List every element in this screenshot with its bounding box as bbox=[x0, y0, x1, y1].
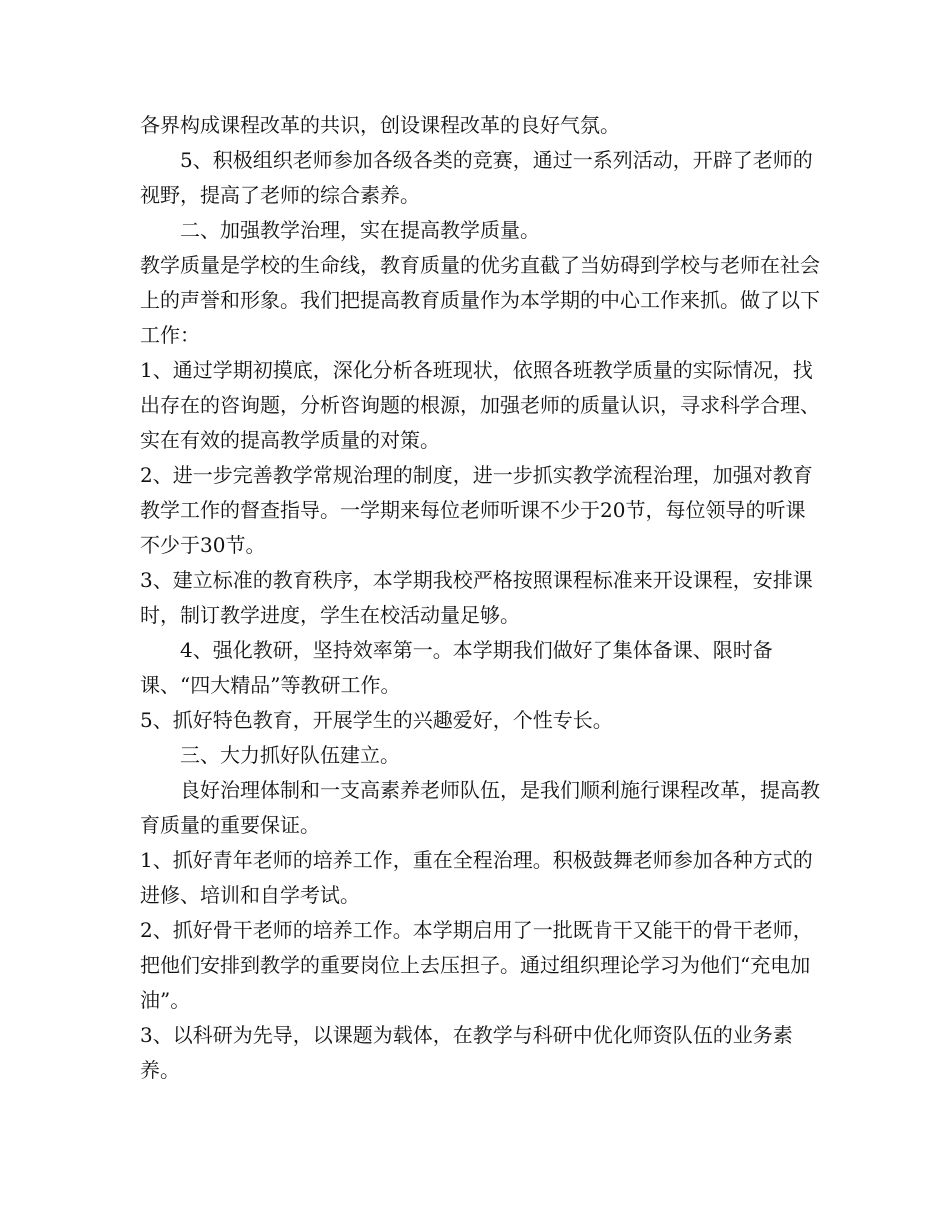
list-item: 3、以科研为先导，以课题为载体，在教学与科研中优化师资队伍的业务素养。 bbox=[140, 1023, 793, 1082]
list-item: 1、抓好青年老师的培养工作，重在全程治理。积极鼓舞老师参加各种方式的进修、培训和自学考试。 bbox=[140, 848, 813, 907]
section-heading: 二、加强教学治理，实在提高教学质量。 bbox=[180, 218, 540, 242]
list-item: 5、抓好特色教育，开展学生的兴趣爱好，个性专长。 bbox=[140, 708, 613, 732]
paragraph: 教学质量是学校的生命线，教育质量的优劣直截了当妨碍到学校与老师在社会上的声誉和形象。我们把提高教育质量作为本学期的中心工作来抓。做了以下工作： bbox=[140, 253, 820, 347]
section-heading: 三、大力抓好队伍建立。 bbox=[180, 743, 400, 767]
list-item: 2、进一步完善教学常规治理的制度，进一步抓实教学流程治理，加强对教育教学工作的督查指导。一学期来每位老师听课不少于20节，每位领导的听课不少于30节。 bbox=[140, 463, 813, 557]
paragraph: 5、积极组织老师参加各级各类的竞赛，通过一系列活动，开辟了老师的视野，提高了老师的综合素养。 bbox=[140, 148, 813, 207]
list-item: 2、抓好骨干老师的培养工作。本学期启用了一批既肯干又能干的骨干老师，把他们安排到教学的重要岗位上去压担子。通过组织理论学习为他们“充电加油”。 bbox=[140, 918, 813, 1012]
list-item: 4、强化教研，坚持效率第一。本学期我们做好了集体备课、限时备课、“四大精品”等教研工作。 bbox=[140, 638, 773, 697]
paragraph: 各界构成课程改革的共识，创设课程改革的良好气氛。 bbox=[140, 113, 620, 137]
list-item: 3、建立标准的教育秩序，本学期我校严格按照课程标准来开设课程，安排课时，制订教学进度，学生在校活动量足够。 bbox=[140, 568, 813, 627]
document-body bbox=[140, 108, 820, 1088]
list-item: 1、通过学期初摸底，深化分析各班现状，依照各班教学质量的实际情况，找出存在的咨询题，分析咨询题的根源，加强老师的质量认识，寻求科学合理、实在有效的提高教学质量的对策。 bbox=[140, 358, 820, 452]
paragraph: 良好治理体制和一支高素养老师队伍，是我们顺利施行课程改革，提高教育质量的重要保证。 bbox=[140, 778, 820, 837]
